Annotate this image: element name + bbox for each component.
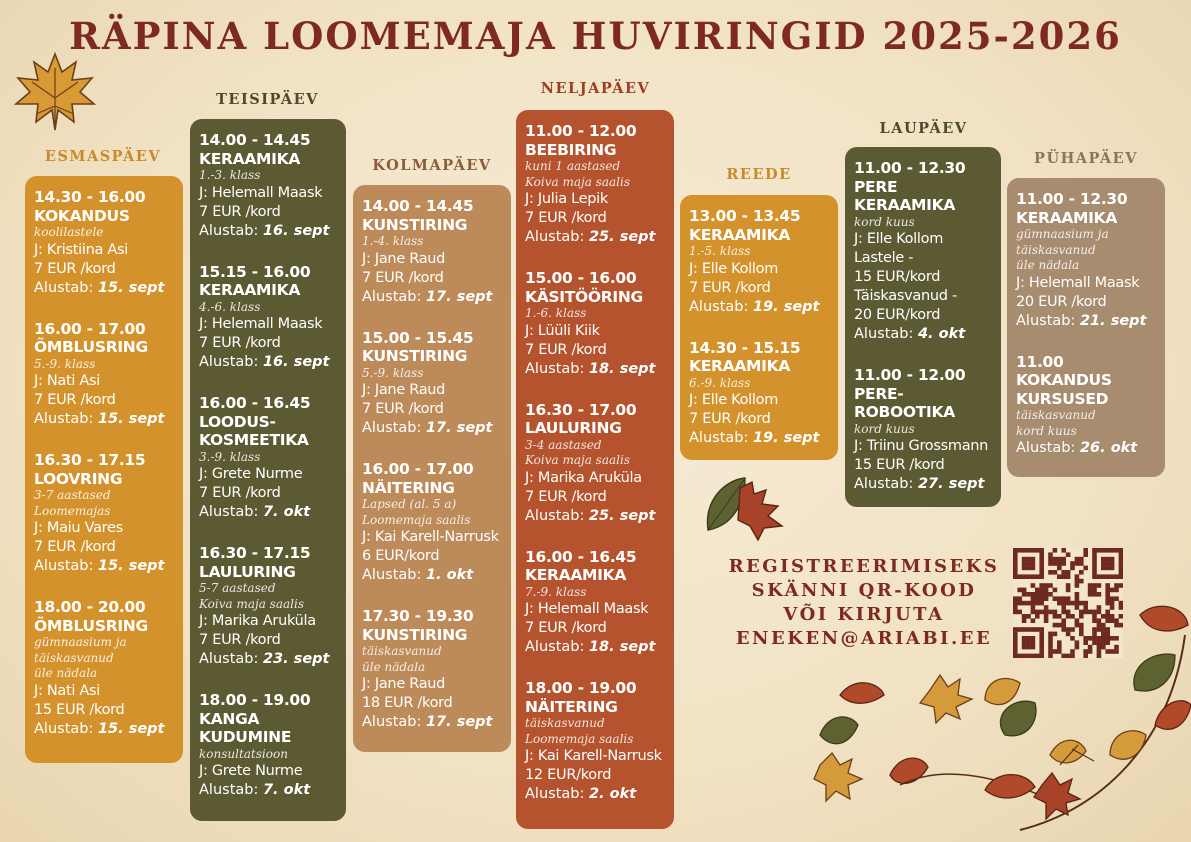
start-date: 2. okt: [588, 786, 637, 802]
class-detail: 7 EUR /kord: [199, 632, 281, 648]
class-note: üle nädala: [1016, 258, 1080, 272]
class-time: 14.00 - 14.45: [362, 197, 474, 215]
class-name: ÕMBLUSRING: [34, 616, 148, 635]
class-detail: J: Marika Aruküla: [525, 469, 642, 486]
class-name: ÕMBLUSRING: [34, 338, 148, 356]
start-label: Alustab:: [854, 476, 914, 492]
start-label: Alustab:: [199, 651, 259, 667]
start-date: 26. okt: [1079, 440, 1138, 456]
class-note: 5.-9. klass: [362, 365, 424, 380]
class-name: KURSUSED: [1016, 389, 1109, 408]
class-start: [362, 288, 507, 307]
start-label: Alustab:: [689, 298, 749, 315]
class-note: 3.-9. klass: [199, 449, 261, 464]
start-label: Alustab:: [199, 354, 259, 370]
class-detail: 20 EUR /kord: [1016, 293, 1107, 310]
start-label: Alustab:: [525, 786, 585, 802]
class-note: 6.-9. klass: [689, 375, 751, 390]
start-date: 7. okt: [262, 504, 311, 520]
class-entry: [362, 460, 507, 585]
class-entry: [525, 679, 670, 804]
class-note: kuni 1 aastased: [525, 159, 621, 173]
start-date: 1. okt: [425, 567, 474, 583]
class-entry: [34, 451, 179, 576]
class-entry: [525, 401, 670, 526]
class-start: [525, 360, 670, 379]
class-detail: 7 EUR /kord: [34, 392, 116, 408]
class-entry: [199, 394, 342, 522]
class-start: [34, 279, 179, 298]
class-name: ROBOOTIKA: [854, 403, 955, 421]
class-time: 16.00 - 16.45: [199, 394, 311, 412]
class-name: KERAAMIKA: [1016, 208, 1118, 227]
class-detail: J: Nati Asi: [34, 373, 101, 389]
class-note: täiskasvanud: [362, 644, 442, 658]
class-start: [362, 419, 507, 438]
class-time: 11.00 - 12.30: [854, 159, 966, 177]
class-note: üle nädala: [362, 659, 426, 674]
class-name: KUNSTIRING: [362, 215, 468, 234]
start-label: Alustab:: [689, 430, 749, 446]
class-time: 14.30 - 16.00: [34, 188, 146, 206]
class-name: KUNSTIRING: [362, 625, 468, 644]
class-entry: [34, 320, 179, 430]
class-note: kord kuus: [1016, 423, 1077, 438]
class-time: 18.00 - 20.00: [34, 598, 146, 616]
class-note: Loomemajas: [34, 503, 111, 518]
class-entry: [199, 691, 342, 800]
class-entry: [525, 548, 670, 658]
class-note: täiskasvanud: [1016, 242, 1096, 257]
class-time: 18.00 - 19.00: [199, 691, 311, 709]
class-note: koolilastele: [34, 225, 104, 239]
class-detail: 7 EUR /kord: [525, 341, 607, 358]
class-time: 16.30 - 17.15: [34, 451, 146, 469]
class-name: KÄSITÖÖRING: [525, 287, 643, 306]
class-name: KUDUMINE: [199, 728, 292, 746]
class-start: [199, 222, 342, 241]
day-label-reede: REEDE: [726, 166, 792, 183]
start-date: 15. sept: [97, 411, 165, 427]
class-name: PERE: [854, 177, 898, 196]
class-entry: [199, 131, 342, 241]
class-entry: [34, 598, 179, 739]
start-label: Alustab:: [1016, 440, 1076, 456]
start-label: Alustab:: [854, 326, 914, 342]
start-date: 16. sept: [262, 222, 330, 239]
registration-line: REGISTREERIMISEKS: [728, 556, 1000, 577]
start-date: 7. okt: [262, 782, 311, 798]
class-detail: J: Maiu Vares: [34, 520, 123, 536]
start-label: Alustab:: [34, 720, 94, 737]
class-start: [1016, 312, 1161, 331]
class-start: [362, 713, 507, 732]
class-detail: 7 EUR /kord: [199, 203, 281, 220]
registration-line: SKÄNNI QR-KOOD: [751, 580, 977, 601]
start-label: Alustab:: [525, 229, 585, 245]
class-entry: [362, 197, 507, 307]
class-detail: J: Marika Aruküla: [199, 613, 316, 629]
autumn-leaf-icon: [810, 595, 1191, 842]
class-detail: J: Kristiina Asi: [34, 241, 128, 258]
day-label-teisipaev: TEISIPÄEV: [216, 91, 319, 108]
start-date: 15. sept: [97, 279, 165, 296]
class-detail: 7 EUR /kord: [689, 279, 771, 296]
class-start: [199, 353, 342, 372]
class-time: 11.00 - 12.30: [1016, 190, 1128, 208]
start-date: 15. sept: [97, 720, 165, 737]
class-detail: 7 EUR /kord: [525, 620, 607, 636]
class-name: KERAAMIKA: [689, 225, 791, 244]
class-detail: 7 EUR /kord: [34, 539, 116, 555]
class-time: 18.00 - 19.00: [525, 679, 637, 697]
class-time: 15.00 - 16.00: [525, 269, 637, 287]
class-start: [34, 720, 179, 739]
class-detail: J: Helemall Maask: [199, 316, 323, 332]
start-date: 18. sept: [588, 639, 656, 655]
start-label: Alustab:: [199, 504, 259, 520]
class-detail: 15 EUR /kord: [34, 701, 125, 718]
day-card-laupaev: [845, 147, 1001, 507]
day-card-reede: [680, 195, 838, 460]
class-name: LOODUS-: [199, 412, 276, 431]
class-entry: [689, 339, 834, 449]
class-note: üle nädala: [34, 666, 98, 680]
start-date: 21. sept: [1079, 312, 1147, 329]
maple-leaf-icon: [10, 48, 100, 133]
class-entry: [199, 544, 342, 669]
class-detail: 7 EUR /kord: [689, 411, 771, 427]
start-label: Alustab:: [362, 714, 422, 730]
class-name: NÄITERING: [362, 478, 455, 497]
class-note: 1.-4. klass: [362, 234, 424, 248]
class-note: 3-7 aastased: [34, 488, 111, 502]
start-label: Alustab:: [362, 420, 422, 436]
class-time: 15.00 - 15.45: [362, 328, 474, 347]
class-note: 7.-9. klass: [525, 584, 587, 599]
class-entry: [689, 207, 834, 317]
class-name: PERE-: [854, 384, 904, 403]
class-note: täiskasvanud: [525, 716, 605, 730]
class-time: 11.00 - 12.00: [525, 122, 637, 140]
class-entry: [362, 607, 507, 732]
class-detail: J: Grete Nurme: [199, 466, 303, 482]
class-note: Koiva maja saalis: [525, 453, 630, 467]
class-name: KANGA: [199, 709, 260, 728]
class-start: [362, 566, 507, 585]
class-time: 17.30 - 19.30: [362, 607, 474, 625]
class-note: 4.-6. klass: [199, 299, 261, 314]
class-detail: J: Lüüli Kiik: [525, 322, 600, 339]
class-note: 1.-5. klass: [689, 244, 751, 258]
start-label: Alustab:: [34, 279, 94, 296]
class-time: 11.00 - 12.00: [854, 366, 966, 384]
class-name: LAULURING: [199, 562, 296, 581]
start-date: 18. sept: [588, 360, 656, 377]
start-date: 19. sept: [752, 298, 820, 315]
class-detail: 12 EUR/kord: [525, 767, 612, 783]
class-start: [525, 507, 670, 526]
start-date: 4. okt: [917, 326, 966, 342]
day-label-esmaspaev: ESMASPÄEV: [44, 148, 162, 165]
class-detail: J: Helemall Maask: [525, 601, 649, 617]
class-note: 3-4 aastased: [525, 437, 602, 452]
class-start: [34, 557, 179, 576]
class-detail: 15 EUR /kord: [854, 457, 945, 473]
day-card-teisipaev: [190, 119, 346, 821]
class-start: [199, 781, 342, 800]
class-detail: 15 EUR/kord: [854, 269, 941, 285]
class-note: Lapsed (al. 5 a): [362, 497, 457, 511]
class-note: täiskasvanud: [1016, 408, 1096, 422]
registration-email[interactable]: ENEKEN@ARIABI.EE: [735, 628, 993, 649]
class-note: kord kuus: [854, 214, 915, 229]
class-note: konsultatsioon: [199, 746, 288, 761]
class-detail: 7 EUR /kord: [199, 485, 281, 501]
start-label: Alustab:: [362, 567, 422, 583]
class-start: [525, 228, 670, 247]
class-start: [854, 325, 997, 344]
class-detail: 7 EUR /kord: [525, 488, 607, 505]
class-entry: [854, 159, 997, 344]
class-detail: 7 EUR /kord: [362, 401, 444, 417]
start-date: 25. sept: [588, 507, 656, 524]
class-start: [854, 475, 997, 494]
start-date: 17. sept: [425, 420, 493, 436]
class-start: [525, 638, 670, 657]
class-note: gümnaasium ja: [1016, 227, 1109, 241]
class-detail: 7 EUR /kord: [199, 335, 281, 351]
class-entry: [1016, 353, 1161, 459]
class-detail: J: Helemall Maask: [1016, 274, 1140, 291]
class-detail: J: Julia Lepik: [525, 191, 608, 207]
start-date: 23. sept: [262, 651, 330, 667]
day-label-kolmapaev: KOLMAPÄEV: [372, 157, 492, 174]
start-label: Alustab:: [525, 360, 585, 377]
class-detail: J: Elle Kollom: [689, 392, 779, 408]
class-name: KERAAMIKA: [199, 149, 301, 168]
class-detail: J: Kai Karell-Narrusk: [362, 529, 499, 545]
autumn-leaf-icon: [700, 470, 795, 545]
class-detail: 18 EUR /kord: [362, 695, 453, 711]
class-detail: Täiskasvanud -: [854, 288, 957, 304]
class-detail: J: Elle Kollom: [854, 231, 944, 247]
class-detail: 7 EUR /kord: [362, 269, 444, 286]
class-detail: 20 EUR/kord: [854, 307, 941, 323]
class-time: 16.30 - 17.15: [199, 544, 311, 562]
class-detail: J: Jane Raud: [362, 676, 446, 692]
start-label: Alustab:: [1016, 312, 1076, 329]
start-date: 15. sept: [97, 558, 165, 574]
class-detail: Lastele -: [854, 250, 914, 266]
class-start: [689, 429, 834, 448]
class-detail: J: Kai Karell-Narrusk: [525, 748, 662, 764]
class-time: 16.00 - 16.45: [525, 547, 637, 566]
class-detail: J: Nati Asi: [34, 682, 101, 699]
class-start: [689, 298, 834, 317]
class-name: KUNSTIRING: [362, 347, 468, 365]
class-time: 16.30 - 17.00: [525, 400, 637, 419]
class-start: [34, 410, 179, 429]
class-detail: J: Jane Raud: [362, 382, 446, 398]
class-entry: [1016, 190, 1161, 331]
class-note: kord kuus: [854, 421, 915, 436]
class-name: NÄITERING: [525, 697, 618, 716]
class-time: 16.00 - 17.00: [362, 460, 474, 478]
class-time: 13.00 - 13.45: [689, 207, 801, 225]
start-label: Alustab:: [362, 288, 422, 305]
class-note: Koiva maja saalis: [525, 174, 630, 189]
class-start: [199, 650, 342, 669]
class-start: [1016, 439, 1161, 458]
class-name: KOKANDUS: [1016, 371, 1112, 389]
class-name: KERAAMIKA: [689, 357, 791, 375]
day-card-neljapaev: [516, 110, 674, 829]
class-note: 5-7 aastased: [199, 581, 276, 595]
class-name: KERAAMIKA: [525, 566, 627, 584]
class-note: Loomemaja saalis: [525, 731, 634, 746]
class-detail: 7 EUR /kord: [34, 260, 116, 277]
class-name: KERAAMIKA: [199, 281, 301, 299]
class-note: gümnaasium ja: [34, 635, 127, 649]
start-date: 16. sept: [262, 354, 330, 370]
day-label-neljapaev: NELJAPÄEV: [540, 80, 651, 97]
start-date: 19. sept: [752, 430, 820, 446]
day-label-laupaev: LAUPÄEV: [879, 120, 968, 137]
class-detail: J: Jane Raud: [362, 250, 446, 267]
class-entry: [525, 122, 670, 247]
class-note: 1.-3. klass: [199, 168, 261, 182]
day-card-esmaspaev: [25, 176, 183, 763]
class-start: [199, 503, 342, 522]
start-label: Alustab:: [34, 411, 94, 427]
day-card-kolmapaev: [353, 185, 511, 752]
class-entry: [34, 188, 179, 298]
class-detail: J: Helemall Maask: [199, 184, 323, 201]
class-name: LOOVRING: [34, 469, 123, 488]
class-name: KOKANDUS: [34, 206, 130, 225]
class-time: 16.00 - 17.00: [34, 319, 146, 338]
class-name: KOSMEETIKA: [199, 431, 309, 449]
poster-title: RÄPINA LOOMEMAJA HUVIRINGID 2025-2026: [69, 14, 1122, 58]
class-start: [525, 785, 670, 804]
class-detail: J: Elle Kollom: [689, 260, 779, 277]
class-time: 11.00: [1016, 352, 1064, 371]
start-date: 27. sept: [917, 476, 985, 492]
class-detail: J: Grete Nurme: [199, 763, 303, 779]
class-detail: 7 EUR /kord: [525, 210, 607, 226]
class-detail: 6 EUR/kord: [362, 548, 440, 564]
start-label: Alustab:: [199, 782, 259, 798]
class-note: 5.-9. klass: [34, 356, 96, 371]
class-name: LAULURING: [525, 419, 622, 437]
class-entry: [525, 269, 670, 379]
class-entry: [854, 366, 997, 494]
class-entry: [362, 329, 507, 439]
class-time: 15.15 - 16.00: [199, 262, 311, 281]
class-note: täiskasvanud: [34, 650, 114, 665]
class-time: 14.30 - 15.15: [689, 338, 801, 357]
start-label: Alustab:: [34, 558, 94, 574]
start-date: 17. sept: [425, 288, 493, 305]
start-label: Alustab:: [199, 222, 259, 239]
start-label: Alustab:: [525, 507, 585, 524]
class-time: 14.00 - 14.45: [199, 131, 311, 149]
day-label-puhapaev: PÜHAPÄEV: [1034, 150, 1138, 167]
start-date: 25. sept: [588, 229, 656, 245]
start-label: Alustab:: [525, 639, 585, 655]
registration-line: VÕI KIRJUTA: [783, 604, 945, 625]
start-date: 17. sept: [425, 714, 493, 730]
class-note: Koiva maja saalis: [199, 596, 304, 611]
class-detail: J: Triinu Grossmann: [854, 438, 989, 454]
class-note: 1.-6. klass: [525, 306, 587, 320]
class-name: KERAAMIKA: [854, 196, 956, 214]
class-entry: [199, 263, 342, 373]
class-name: BEEBIRING: [525, 140, 617, 159]
day-card-puhapaev: [1007, 178, 1165, 477]
class-note: Loomemaja saalis: [362, 512, 471, 527]
